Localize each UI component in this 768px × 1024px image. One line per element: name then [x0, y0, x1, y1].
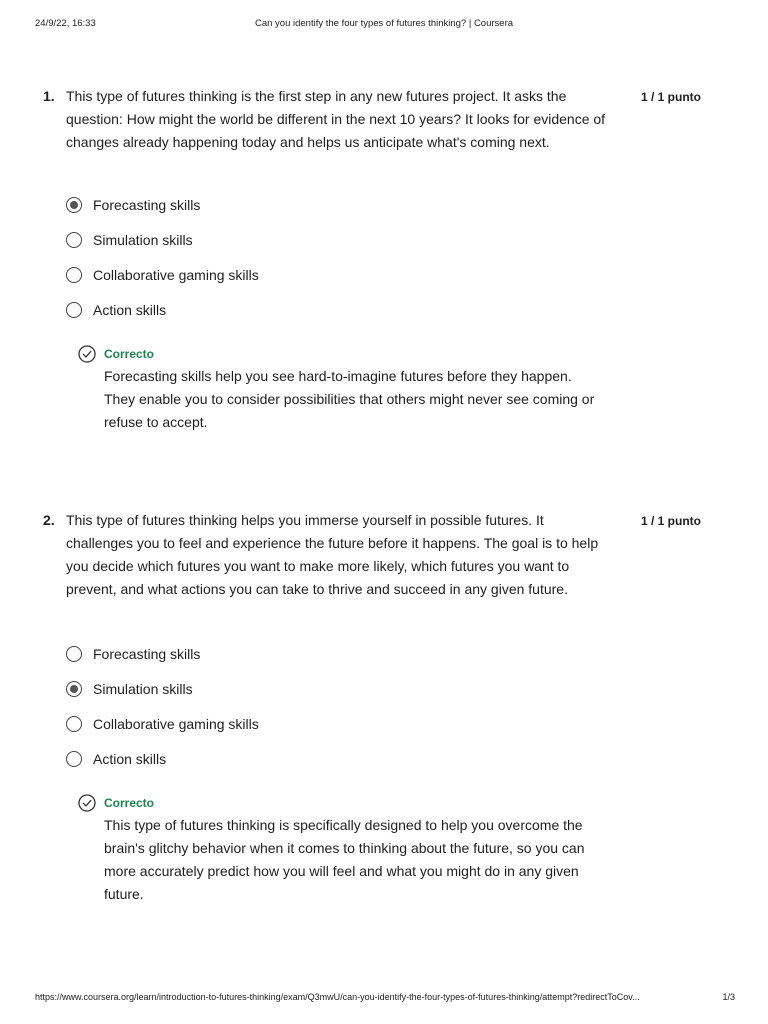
- radio-icon[interactable]: [66, 302, 82, 318]
- option-label: Action skills: [93, 301, 167, 318]
- check-circle-icon: [78, 794, 96, 812]
- page-indicator: 1/3: [722, 992, 735, 1002]
- option-simulation-skills[interactable]: [64, 671, 464, 706]
- option-simulation-skills[interactable]: [64, 222, 464, 257]
- option-label: Collaborative gaming skills: [93, 266, 259, 283]
- question-number: 2.: [43, 512, 55, 528]
- check-circle-icon: [78, 345, 96, 363]
- option-collaborative-gaming-skills[interactable]: [64, 257, 464, 292]
- option-label: Collaborative gaming skills: [93, 715, 259, 732]
- radio-selected-icon[interactable]: [66, 681, 82, 697]
- radio-selected-icon[interactable]: [66, 197, 82, 213]
- option-collaborative-gaming-skills[interactable]: [64, 706, 464, 741]
- option-action-skills[interactable]: [64, 292, 464, 327]
- radio-icon[interactable]: [66, 751, 82, 767]
- option-label: Forecasting skills: [93, 645, 201, 662]
- print-date: 24/9/22, 16:33: [35, 18, 96, 29]
- feedback-status: Correcto: [104, 347, 155, 361]
- feedback-text: Forecasting skills help you see hard-to-imagine futures before they happen. They enable you to consider possibilities that others might never see coming or refuse to accept.: [104, 368, 595, 430]
- radio-icon[interactable]: [66, 646, 82, 662]
- print-page-title: Can you identify the four types of futures thinking? | Coursera: [254, 18, 514, 29]
- option-label: Forecasting skills: [93, 196, 201, 213]
- option-forecasting-skills[interactable]: [64, 636, 464, 671]
- feedback-status: Correcto: [104, 796, 155, 810]
- answer-options: [64, 187, 464, 327]
- radio-icon[interactable]: [66, 267, 82, 283]
- option-forecasting-skills[interactable]: [64, 187, 464, 222]
- print-header: [0, 18, 768, 32]
- answer-options: [64, 636, 464, 776]
- question-number: 1.: [43, 88, 55, 104]
- radio-icon[interactable]: [66, 232, 82, 248]
- feedback-text: This type of futures thinking is specifically designed to help you overcome the brain's glitchy behavior when it comes to thinking about the future, so you can more accurately predict how you will feel and what you might do in any given future.: [104, 817, 585, 902]
- question-score: 1 / 1 punto: [641, 90, 701, 104]
- option-label: Simulation skills: [93, 680, 193, 697]
- option-label: Action skills: [93, 750, 167, 767]
- option-action-skills[interactable]: [64, 741, 464, 776]
- option-label: Simulation skills: [93, 231, 193, 248]
- print-url: https://www.coursera.org/learn/introduction-to-futures-thinking/exam/Q3mwU/can-you-identify-the-four-types-of-futures-thinking/attempt?redirectToCov...: [35, 992, 640, 1002]
- question-text: This type of futures thinking helps you immerse yourself in possible futures. It challenges you to feel and experience the future before it happens. The goal is to help you decide which futures you want to make more likely, which futures you want to prevent, and what actions you can take to thrive and succeed in any given future.: [66, 512, 599, 597]
- radio-icon[interactable]: [66, 716, 82, 732]
- question-text: This type of futures thinking is the first step in any new futures project. It asks the question: How might the world be different in the next 10 years? It looks for evidence of changes already happening today and helps us anticipate what's coming next.: [66, 88, 606, 150]
- question-score: 1 / 1 punto: [641, 514, 701, 528]
